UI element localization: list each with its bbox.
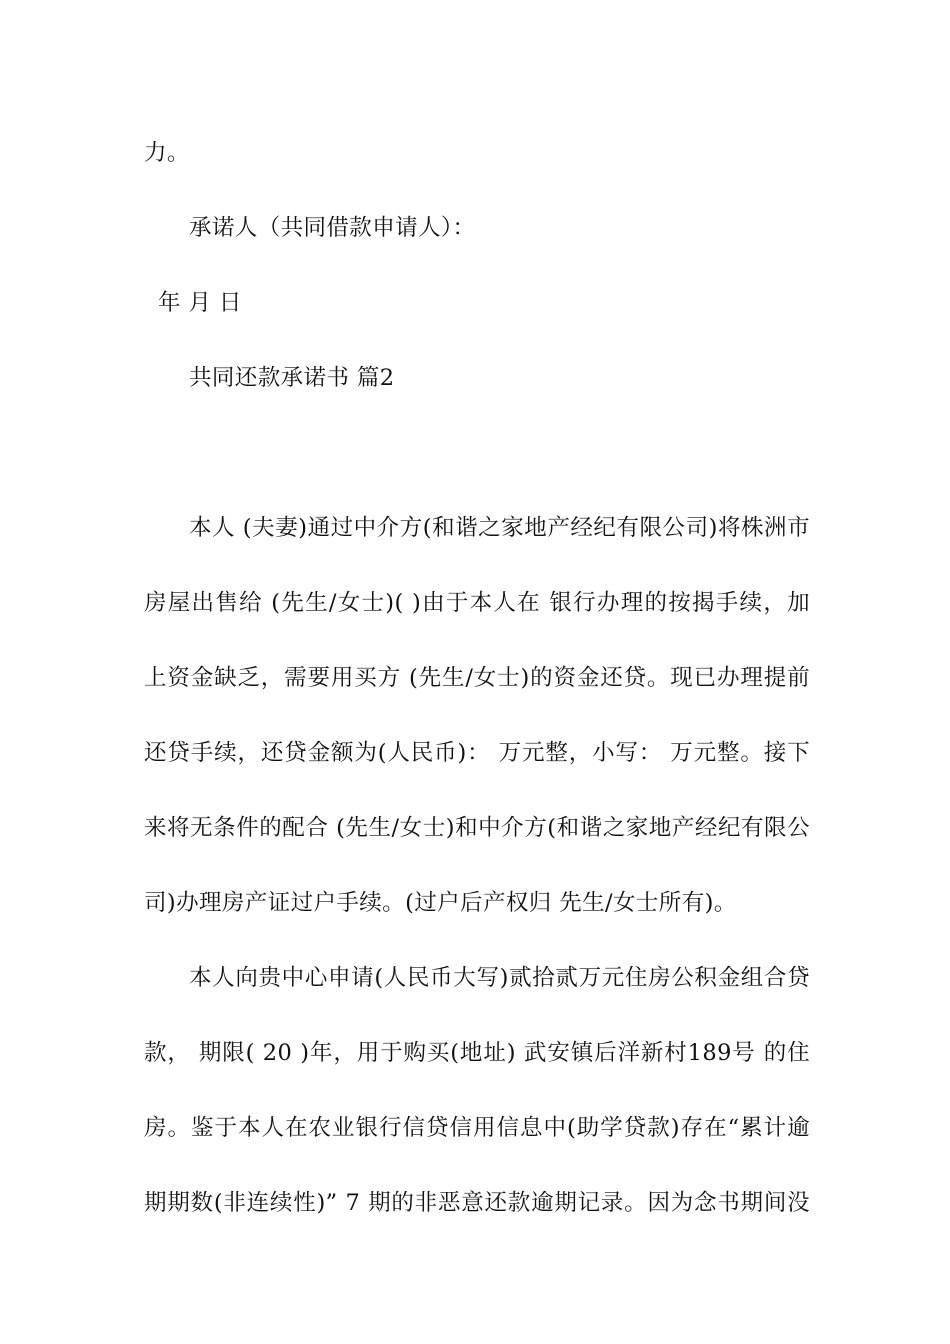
paragraph1-line: 房屋出售给 (先生/女士)( )由于本人在 银行办理的按揭手续，加: [144, 590, 810, 616]
section-heading: 共同还款承诺书 篇2: [189, 365, 395, 391]
paragraph2-line: 房。鉴于本人在农业银行信贷信用信息中(助学贷款)存在“累计逾: [144, 1115, 810, 1141]
paragraph1-line: 司)办理房产证过户手续。(过户后产权归 先生/女士所有)。: [144, 890, 737, 916]
paragraph1-line: 本人 (夫妻)通过中介方(和谐之家地产经纪有限公司)将株洲市: [189, 515, 810, 541]
date-line: 年 月 日: [158, 290, 242, 316]
paragraph1-line: 来将无条件的配合 (先生/女士)和中介方(和谐之家地产经纪有限公: [144, 815, 810, 841]
paragraph1-line: 上资金缺乏，需要用买方 (先生/女士)的资金还贷。现已办理提前: [144, 665, 810, 691]
paragraph1-line: 还贷手续，还贷金额为(人民币)： 万元整，小写： 万元整。接下: [144, 740, 810, 766]
continuation-text: 力。: [144, 140, 190, 166]
signature-label: 承诺人（共同借款申请人）：: [189, 215, 476, 241]
paragraph2-line: 款， 期限( 20 )年，用于购买(地址) 武安镇后洋新村189号 的住: [144, 1040, 810, 1066]
paragraph2-line: 期期数(非连续性)” 7 期的非恶意还款逾期记录。因为念书期间没: [144, 1190, 810, 1216]
paragraph2-line: 本人向贵中心申请(人民币大写)贰拾贰万元住房公积金组合贷: [189, 965, 810, 991]
